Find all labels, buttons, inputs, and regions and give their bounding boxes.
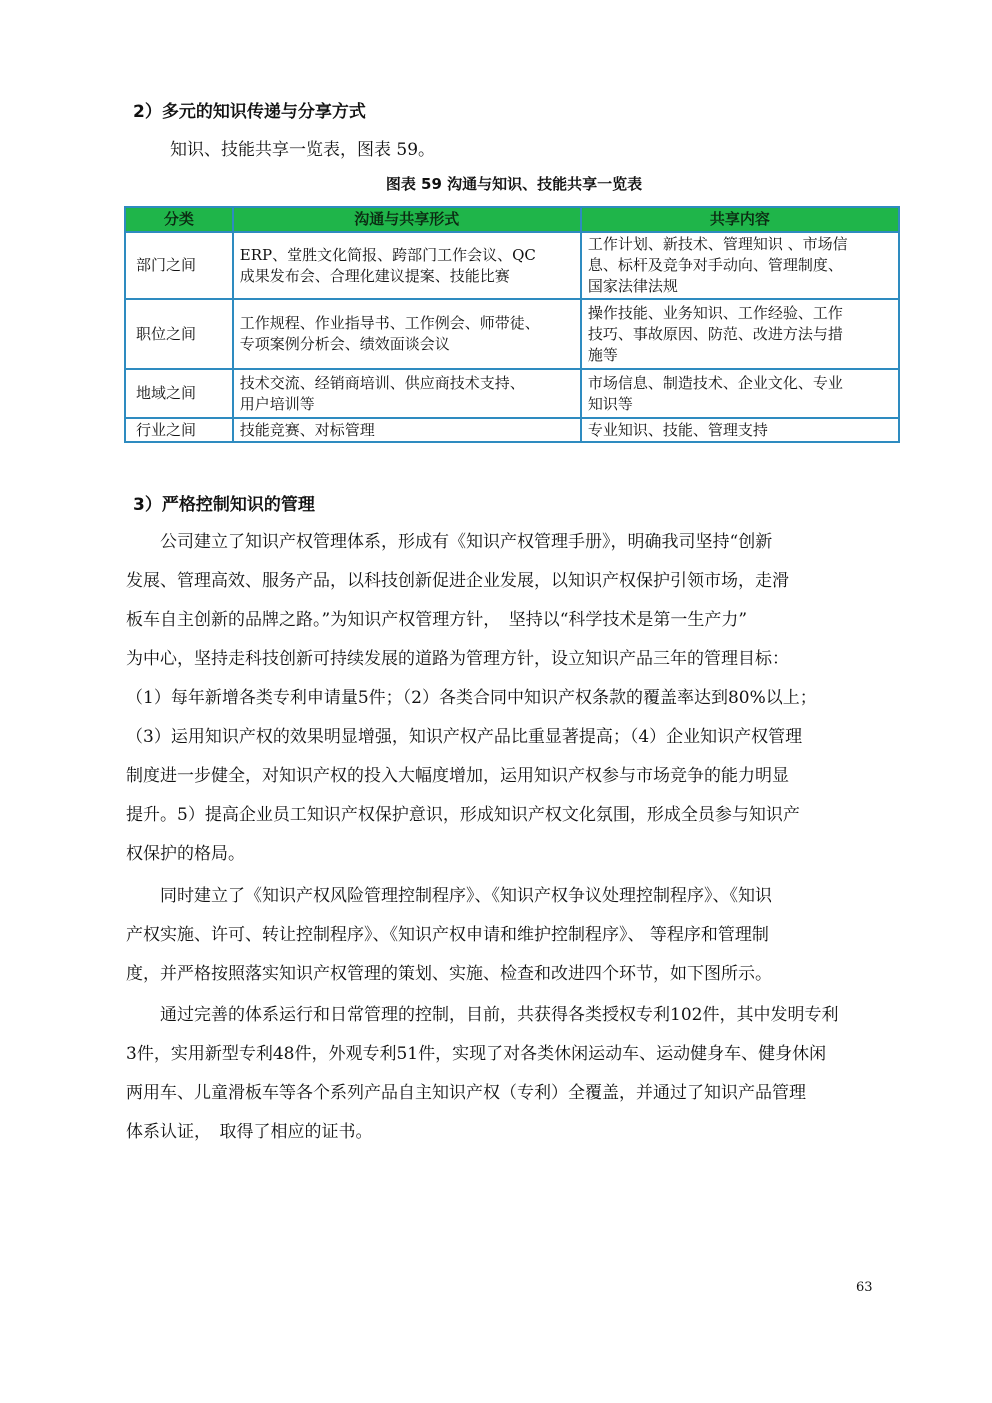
row-forms-line: 工作规程、作业指导书、工作例会、师带徒、 (239, 314, 540, 332)
header-category: 分类 (125, 207, 233, 232)
row-forms-line: 专项案例分析会、绩效面谈会议 (239, 335, 450, 353)
header-forms: 沟通与共享形式 (233, 207, 581, 232)
paragraph-line: 同时建立了《知识产权风险管理控制程序》、《知识产权争议处理控制程序》、《知识 (126, 886, 772, 906)
sharing-table (124, 206, 900, 443)
row-forms (233, 232, 581, 299)
paragraph-line: 板车自主创新的品牌之路。”为知识产权管理方针， 坚持以“科学技术是第一生产力” (126, 610, 748, 630)
paragraph-patents (126, 996, 946, 1152)
row-category: 部门之间 (125, 232, 233, 299)
paragraph-line: 权保护的格局。 (126, 844, 245, 864)
row-forms-line: ERP、堂胜文化简报、跨部门工作会议、QC (239, 245, 536, 264)
row-content (581, 232, 899, 299)
row-forms-line: 用户培训等 (239, 394, 315, 413)
row-forms (233, 299, 581, 369)
table-row (125, 418, 899, 442)
table-row (125, 369, 899, 418)
table-intro-text: 知识、技能共享一览表，图表 59。 (170, 140, 436, 160)
row-content-line: 施等 (587, 345, 618, 364)
section-heading-3: 3）严格控制知识的管理 (133, 495, 315, 515)
paragraph-line: 发展、管理高效、服务产品，以科技创新促进企业发展，以知识产权保护引领市场，走滑 (126, 571, 789, 591)
row-content-line: 技巧、事故原因、防范、改进方法与措 (587, 324, 843, 343)
paragraph-line: 度，并严格按照落实知识产权管理的策划、实施、检查和改进四个环节，如下图所示。 (126, 964, 772, 984)
paragraph-line: 公司建立了知识产权管理体系，形成有《知识产权管理手册》，明确我司坚持“创新 (126, 532, 773, 552)
row-content-line: 工作计划、新技术、管理知识 、市场信 (587, 235, 848, 253)
row-category: 地域之间 (125, 369, 233, 418)
row-content-line: 市场信息、制造技术、企业文化、专业 (587, 373, 843, 392)
paragraph-ip-system (126, 523, 946, 874)
row-forms-line: 技能竞赛、对标管理 (239, 420, 375, 439)
row-forms-line: 技术交流、经销商培训、供应商技术支持、 (239, 373, 525, 392)
paragraph-line: 3件，实用新型专利48件，外观专利51件，实现了对各类休闲运动车、运动健身车、健身休闲 (126, 1044, 827, 1064)
paragraph-line: 制度进一步健全，对知识产权的投入大幅度增加，运用知识产权参与市场竞争的能力明显 (126, 766, 789, 786)
header-content: 共享内容 (581, 207, 899, 232)
row-content-line: 操作技能、业务知识、工作经验、工作 (587, 303, 843, 322)
paragraph-line: 通过完善的体系运行和日常管理的控制，目前，共获得各类授权专利102件，其中发明专利 (126, 1005, 839, 1025)
paragraph-line: 为中心，坚持走科技创新可持续发展的道路为管理方针，设立知识产品三年的管理目标： (126, 649, 789, 669)
row-content (581, 299, 899, 369)
table-row (125, 232, 899, 299)
row-content-line: 国家法律法规 (587, 277, 678, 295)
row-category: 职位之间 (125, 299, 233, 369)
row-category: 行业之间 (125, 418, 233, 442)
row-forms (233, 418, 581, 442)
paragraph-line: 两用车、儿童滑板车等各个系列产品自主知识产权（专利）全覆盖，并通过了知识产品管理 (126, 1083, 806, 1103)
row-forms-line: 成果发布会、合理化建议提案、技能比赛 (239, 266, 510, 285)
row-forms (233, 369, 581, 418)
row-content-line: 息、标杆及竞争对手动向、管理制度、 (587, 256, 843, 274)
row-content (581, 369, 899, 418)
table-header-row (125, 207, 899, 232)
paragraph-procedures (126, 877, 946, 994)
paragraph-line: 体系认证， 取得了相应的证书。 (126, 1122, 373, 1142)
section-heading-2: 2）多元的知识传递与分享方式 (133, 102, 366, 122)
table-row (125, 299, 899, 369)
page-number: 63 (856, 1280, 873, 1295)
paragraph-line: 提升。5）提高企业员工知识产权保护意识，形成知识产权文化氛围，形成全员参与知识产 (126, 805, 800, 825)
row-content-line: 专业知识、技能、管理支持 (587, 420, 768, 439)
row-content-line: 知识等 (587, 394, 633, 413)
paragraph-line: 产权实施、许可、转让控制程序》、《知识产权申请和维护控制程序》、 等程序和管理制 (126, 925, 769, 945)
table-caption: 图表 59 沟通与知识、技能共享一览表 (385, 175, 643, 193)
row-content (581, 418, 899, 442)
paragraph-line: （1）每年新增各类专利申请量5件；（2）各类合同中知识产权条款的覆盖率达到80%以上； (126, 688, 817, 708)
paragraph-line: （3）运用知识产权的效果明显增强，知识产权产品比重显著提高；（4）企业知识产权管理 (126, 727, 803, 747)
